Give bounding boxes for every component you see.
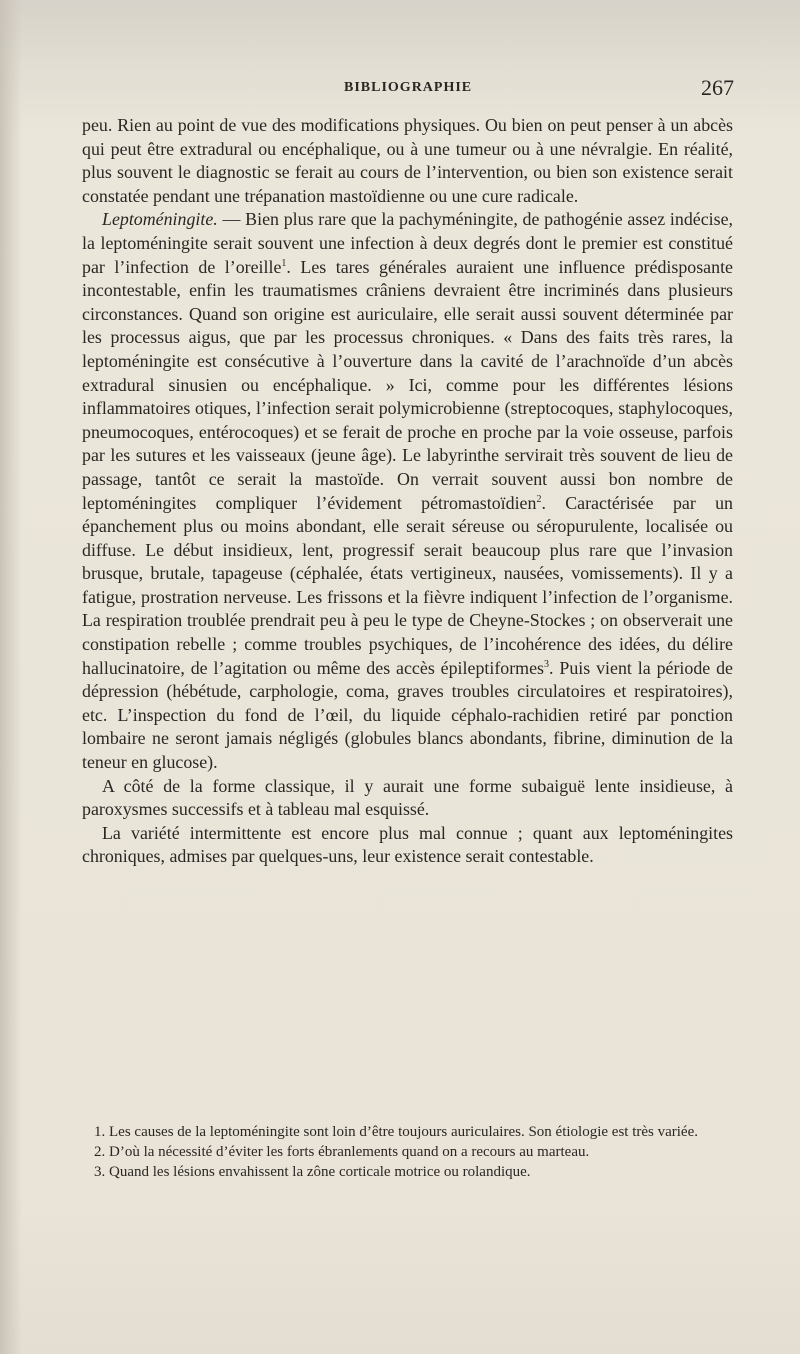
- footnote-ref-1: 1: [281, 257, 287, 269]
- paragraph-text-part: . Les tares générales auraient une influence prédisposante incontestable, enfin les traumatismes crâniens devraient être incriminés dans plusieurs circonstances. Quand son origine est auriculaire, elle serait aussi souvent déterminée par les processus aigus, que par les processus chroniques. « Dans des faits très rares, la leptoméningite est consécutive à l’ouverture dans la cavité de l’arachnoïde d’un abcès extradural sinusien ou encéphalique. » Ici, comme pour les différentes lésions inflammatoires otiques, l’infection serait polymicrobienne (streptocoques, staphylocoques, pneumocoques, entérocoques) et se ferait de proche en proche par la voie osseuse, parfois par les sutures et les vaisseaux (jeune âge). Le labyrinthe servirait très souvent de lieu de passage, tantôt ce serait la mastoïde. On verrait souvent aussi bon nombre de leptoméningites compliquer l’évidement pétromastoïdien: [82, 256, 733, 513]
- footnote-ref-2: 2: [536, 493, 542, 505]
- footnote-number: 1.: [94, 1124, 106, 1140]
- footnote-number: 3.: [94, 1164, 106, 1180]
- running-header: [80, 75, 734, 103]
- running-title: BIBLIOGRAPHIE: [344, 80, 473, 95]
- footnote-number: 2.: [94, 1144, 106, 1160]
- footnote-ref-3: 3: [544, 658, 550, 670]
- paragraph-text-part: . Caractérisée par un épanchement plus ou moins abondant, elle serait séreuse ou séropurulente, localisée ou diffuse. Le début insidieux, lent, progressif serait beaucoup plus rare que l’invasion brusque, brutale, tapageuse (céphalée, états vertigineux, nausées, vomissements). Il y a fatigue, prostration nerveuse. Les frissons et la fièvre indiquent l’infection de l’organisme. La respiration troublée prendrait peu à peu le type de Cheyne-Stockes ; on observerait une constipation rebelle ; comme troubles psychiques, de l’incohérence des idées, du délire hallucinatoire, de l’agitation ou même des accès épileptiformes: [82, 492, 733, 678]
- paragraph-text-part: . Puis vient la période de dépression (hébétude, carphologie, coma, graves troubles circulatoires et respiratoires), etc. L’inspection du fond de l’œil, du liquide céphalo-rachidien retiré par ponction lombaire ne seront jamais négligés (globules blancs abondants, fibrine, diminution de la teneur en glucose).: [82, 657, 733, 773]
- footnotes: [82, 1122, 733, 1182]
- body-text: [82, 114, 733, 869]
- paragraph-continuation: peu. Rien au point de vue des modifications physiques. Ou bien on peut penser à un abcès qui peut être extradural ou encéphalique, ou à une tumeur ou à une névralgie. En réalité, plus souvent le diagnostic se ferait au cours de l’intervention, ou bien son existence serait constatée pendant une trépanation mastoïdienne ou une cure radicale.: [82, 115, 733, 206]
- footnote-text: Quand les lésions envahissent la zône corticale motrice ou rolandique.: [109, 1164, 531, 1180]
- page-number: 267: [701, 75, 734, 100]
- paragraph-leptomeningite: [82, 208, 733, 774]
- paragraph-text-part: — Bien plus rare que la pachyméningite, de pathogénie assez indécise, la leptoméningite serait souvent une infection à deux degrés dont le premier est constitué par l’infection de l’oreille: [82, 209, 733, 277]
- footnote-3: [82, 1162, 733, 1182]
- footnote-1: [82, 1122, 733, 1142]
- footnote-2: [82, 1142, 733, 1162]
- footnote-text: D’où la nécessité d’éviter les forts ébranlements quand on a recours au marteau.: [109, 1144, 590, 1160]
- paragraph-variete-intermittente: La variété intermittente est encore plus mal connue ; quant aux leptoméningites chroniques, admises par quelques-uns, leur existence serait contestable.: [82, 822, 733, 867]
- footnote-text: Les causes de la leptoméningite sont loin d’être toujours auriculaires. Son étiologie est très variée.: [109, 1124, 698, 1140]
- section-heading-italic: Leptoméningite.: [102, 209, 218, 230]
- paragraph-forme-subaigue: A côté de la forme classique, il y aurait une forme subaiguë lente insidieuse, à paroxysmes successifs et à tableau mal esquissé.: [82, 775, 733, 820]
